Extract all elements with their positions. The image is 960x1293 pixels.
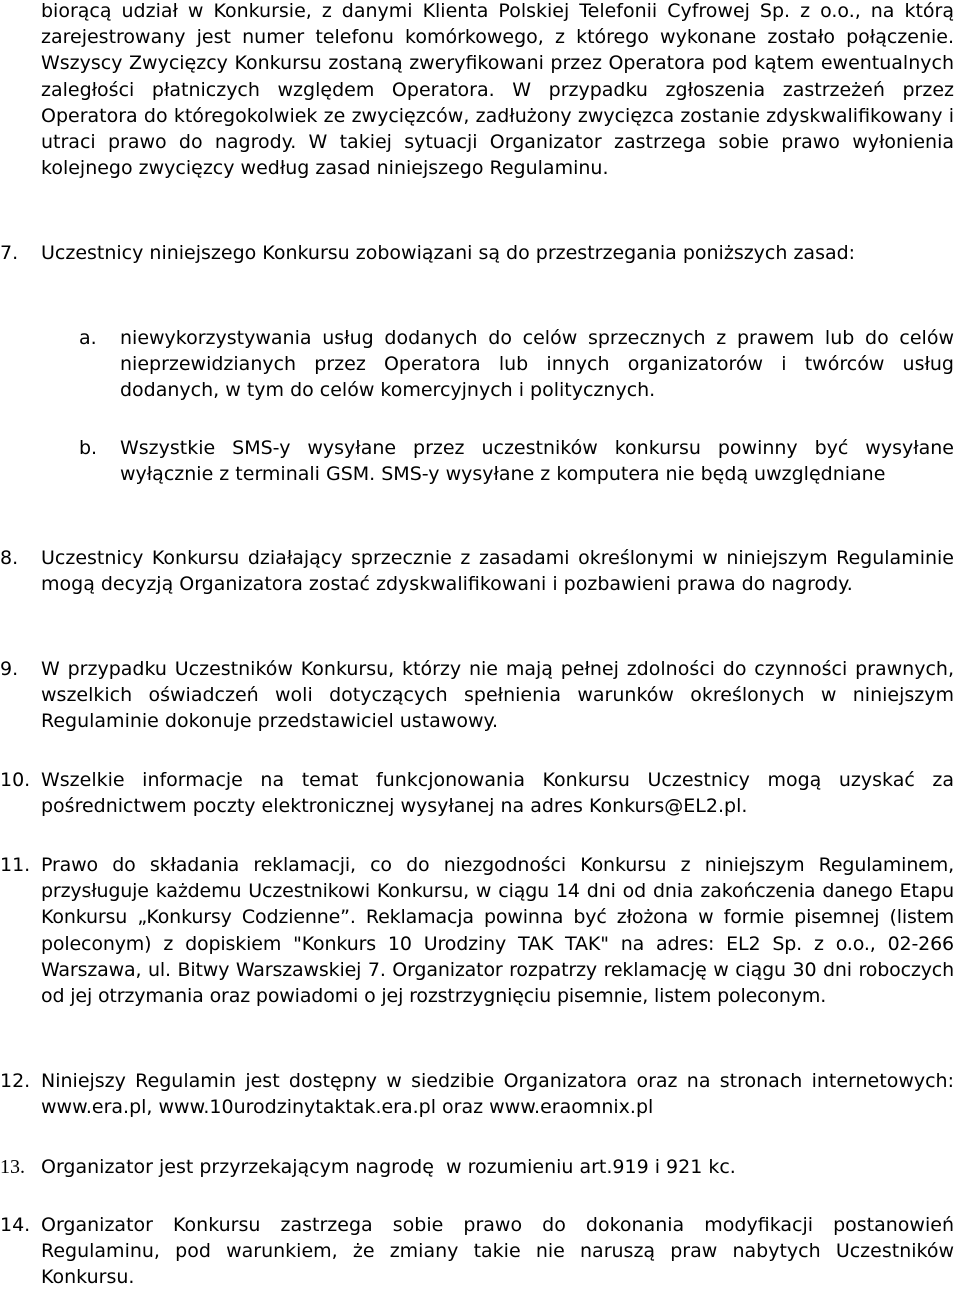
subitem-text: niewykorzystywania usług dodanych do celów sprzecznych z prawem lub do celów nieprzewidzianych przez Operatora lub innych organizatorów i twórców usług dodanych, w tym do celów komercyjnych i politycznych. <box>120 327 954 402</box>
item-number: 8. <box>0 547 19 569</box>
regulation-item-13 <box>0 1154 954 1180</box>
item-text: Organizator Konkursu zastrzega sobie prawo do dokonania modyfikacji postanowień Regulaminu, pod warunkiem, że zmiany takie nie naruszą praw nabytych Uczestników Konkursu. <box>41 1214 954 1289</box>
regulation-item-7 <box>0 240 954 266</box>
continued-paragraph: biorącą udział w Konkursie, z danymi Klienta Polskiej Telefonii Cyfrowej Sp. z o.o., na którą zarejestrowany jest numer telefonu komórkowego, z którego wykonane zostało połączenie. Wszyscy Zwycięzcy Konkursu zostaną zweryfikowani przez Operatora pod kątem ewentualnych zaległości płatniczych względem Operatora. W przypadku zgłoszenia zastrzeżeń przez Operatora do któregokolwiek ze zwycięzców, zadłużony zwycięzca zostanie zdyskwalifikowany i utraci prawo do nagrody. W takiej sytuacji Organizator zastrzega sobie prawo wyłonienia kolejnego zwycięzcy według zasad niniejszego Regulaminu. <box>41 0 954 180</box>
item-number: 10. <box>0 769 31 791</box>
item-text: Wszelkie informacje na temat funkcjonowania Konkursu Uczestnicy mogą uzyskać za pośrednictwem poczty elektronicznej wysyłanej na adres Konkurs@EL2.pl. <box>41 769 954 818</box>
item-text: Uczestnicy niniejszego Konkursu zobowiązani są do przestrzegania poniższych zasad: <box>41 242 856 264</box>
regulation-subitem-b <box>79 435 954 487</box>
item-number: 12. <box>0 1070 31 1092</box>
subitem-letter: a. <box>79 327 97 349</box>
regulation-item-9 <box>0 656 954 735</box>
item-text: Prawo do składania reklamacji, co do niezgodności Konkursu z niniejszym Regulaminem, przysługuje każdemu Uczestnikowi Konkursu, w ciągu 14 dni od dnia zakończenia danego Etapu Konkursu „Konkursy Codzienne”. Reklamacja powinna być złożona w formie pisemnej (listem poleconym) z dopiskiem "Konkurs 10 Urodziny TAK TAK" na adres: EL2 Sp. z o.o., 02-266 Warszawa, ul. Bitwy Warszawskiej 7. Organizator rozpatrzy reklamację w ciągu 30 dni roboczych od jej otrzymania oraz powiadomi o jej rozstrzygnięciu pisemnie, listem poleconym. <box>41 854 954 1008</box>
item-text: Uczestnicy Konkursu działający sprzecznie z zasadami określonymi w niniejszym Regulaminie mogą decyzją Organizatora zostać zdyskwalifikowani i pozbawieni prawa do nagrody. <box>41 547 954 596</box>
item-number: 14. <box>0 1214 31 1236</box>
regulation-item-12 <box>0 1068 954 1120</box>
subitem-letter: b. <box>79 437 98 459</box>
regulation-item-8 <box>0 545 954 597</box>
item-text: Niniejszy Regulamin jest dostępny w siedzibie Organizatora oraz na stronach internetowych: www.era.pl, www.10urodzinytaktak.era.pl oraz www.eraomnix.pl <box>41 1070 954 1119</box>
item-number: 11. <box>0 854 31 876</box>
subitem-text: Wszystkie SMS-y wysyłane przez uczestników konkursu powinny być wysyłane wyłącznie z terminali GSM. SMS-y wysyłane z komputera nie będą uwzględniane <box>120 437 954 486</box>
regulation-item-10 <box>0 767 954 819</box>
item-number: 7. <box>0 242 19 264</box>
item-text: W przypadku Uczestników Konkursu, którzy nie mają pełnej zdolności do czynności prawnych, wszelkich oświadczeń woli dotyczących spełnienia warunków określonych w niniejszym Regulaminie dokonuje przedstawiciel ustawowy. <box>41 658 954 733</box>
regulation-item-14 <box>0 1212 954 1291</box>
item-number: 13. <box>0 1156 25 1178</box>
item-text: Organizator jest przyrzekającym nagrodę w rozumieniu art.919 i 921 kc. <box>41 1156 736 1178</box>
regulation-subitem-a <box>79 325 954 404</box>
item-number: 9. <box>0 658 19 680</box>
regulation-item-11 <box>0 852 954 1009</box>
